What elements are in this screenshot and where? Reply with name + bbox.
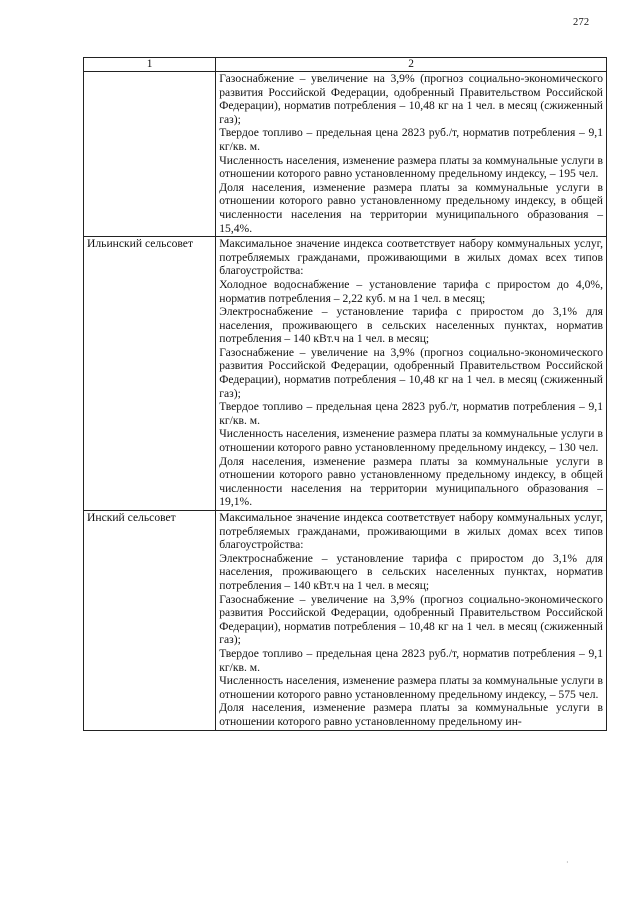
description-paragraph: Электроснабжение – установление тарифа с приростом до 3,1% для населения, проживающего в сельских населенных пунктах, норматив потребления – 140 кВт.ч на 1 чел. в месяц;: [219, 551, 603, 592]
description-paragraph: Максимальное значение индекса соответствует набору коммунальных услуг, потребляемых гражданами, проживающими в жилых домах всех типов благоустройства:: [219, 237, 603, 278]
description-paragraph: Холодное водоснабжение – установление тарифа с приростом до 4,0%, норматив потребления – 2,22 куб. м на 1 чел. в месяц;: [219, 277, 603, 305]
description-paragraph: Электроснабжение – установление тарифа с приростом до 3,1% для населения, проживающего в сельских населенных пунктах, норматив потребления – 140 кВт.ч на 1 чел. в месяц;: [219, 305, 603, 346]
description-paragraph: Численность населения, изменение размера платы за коммунальные услуги в отношении которого равно установленному предельному индексу, – 575 чел.: [219, 674, 603, 701]
column-header-2: 2: [216, 58, 607, 72]
page-number: 272: [573, 17, 590, 28]
description-paragraph: Газоснабжение – увеличение на 3,9% (прогноз социально-экономического развития Российской Федерации, одобренный Правительством Российской Федерации), норматив потребления – 10,48 кг на 1 чел. в месяц (сжиженный газ);: [219, 72, 603, 126]
table-row: [84, 511, 607, 731]
description-paragraph: Твердое топливо – предельная цена 2823 руб./т, норматив потребления – 9,1 кг/кв. м.: [219, 126, 603, 153]
column-header-1: 1: [84, 58, 216, 72]
municipality-name: [84, 72, 216, 237]
description-paragraph: Доля населения, изменение размера платы за коммунальные услуги в отношении которого равно установленному предельному индексу, в общей численности населения на территории муниципального образования – 19,1%.: [219, 454, 603, 509]
description-cell: [216, 72, 607, 237]
scan-artifact: ·: [566, 858, 569, 867]
description-paragraph: Максимальное значение индекса соответствует набору коммунальных услуг, потребляемых гражданами, проживающими в жилых домах всех типов благоустройства:: [219, 511, 603, 552]
description-cell: [216, 511, 607, 731]
table-header-row: [84, 58, 607, 72]
description-cell: [216, 237, 607, 511]
municipality-name: Ильинский сельсовет: [84, 237, 216, 511]
description-paragraph: Газоснабжение – увеличение на 3,9% (прогноз социально-экономического развития Российской Федерации, одобренный Правительством Российской Федерации), норматив потребления – 10,48 кг на 1 чел. в месяц (сжиженный газ);: [219, 592, 603, 647]
description-paragraph: Численность населения, изменение размера платы за коммунальные услуги в отношении которого равно установленному предельному индексу, – 130 чел.: [219, 427, 603, 455]
tariff-table: [83, 57, 607, 731]
description-paragraph: Доля населения, изменение размера платы за коммунальные услуги в отношении которого равно установленному предельному ин-: [219, 701, 603, 728]
description-paragraph: Твердое топливо – предельная цена 2823 руб./т, норматив потребления – 9,1 кг/кв. м.: [219, 646, 603, 674]
description-paragraph: Численность населения, изменение размера платы за коммунальные услуги в отношении которого равно установленному предельному индексу, – 195 чел.: [219, 153, 603, 181]
description-paragraph: Газоснабжение – увеличение на 3,9% (прогноз социально-экономического развития Российской Федерации, одобренный Правительством Российской Федерации), норматив потребления – 10,48 кг на 1 чел. в месяц (сжиженный газ);: [219, 345, 603, 400]
description-paragraph: Твердое топливо – предельная цена 2823 руб./т, норматив потребления – 9,1 кг/кв. м.: [219, 400, 603, 427]
table-row: [84, 237, 607, 511]
description-paragraph: Доля населения, изменение размера платы за коммунальные услуги в отношении которого равно установленному предельному индексу, в общей численности населения на территории муниципального образования – 15,4%.: [219, 180, 603, 235]
table-row: [84, 72, 607, 237]
municipality-name: Инский сельсовет: [84, 511, 216, 731]
